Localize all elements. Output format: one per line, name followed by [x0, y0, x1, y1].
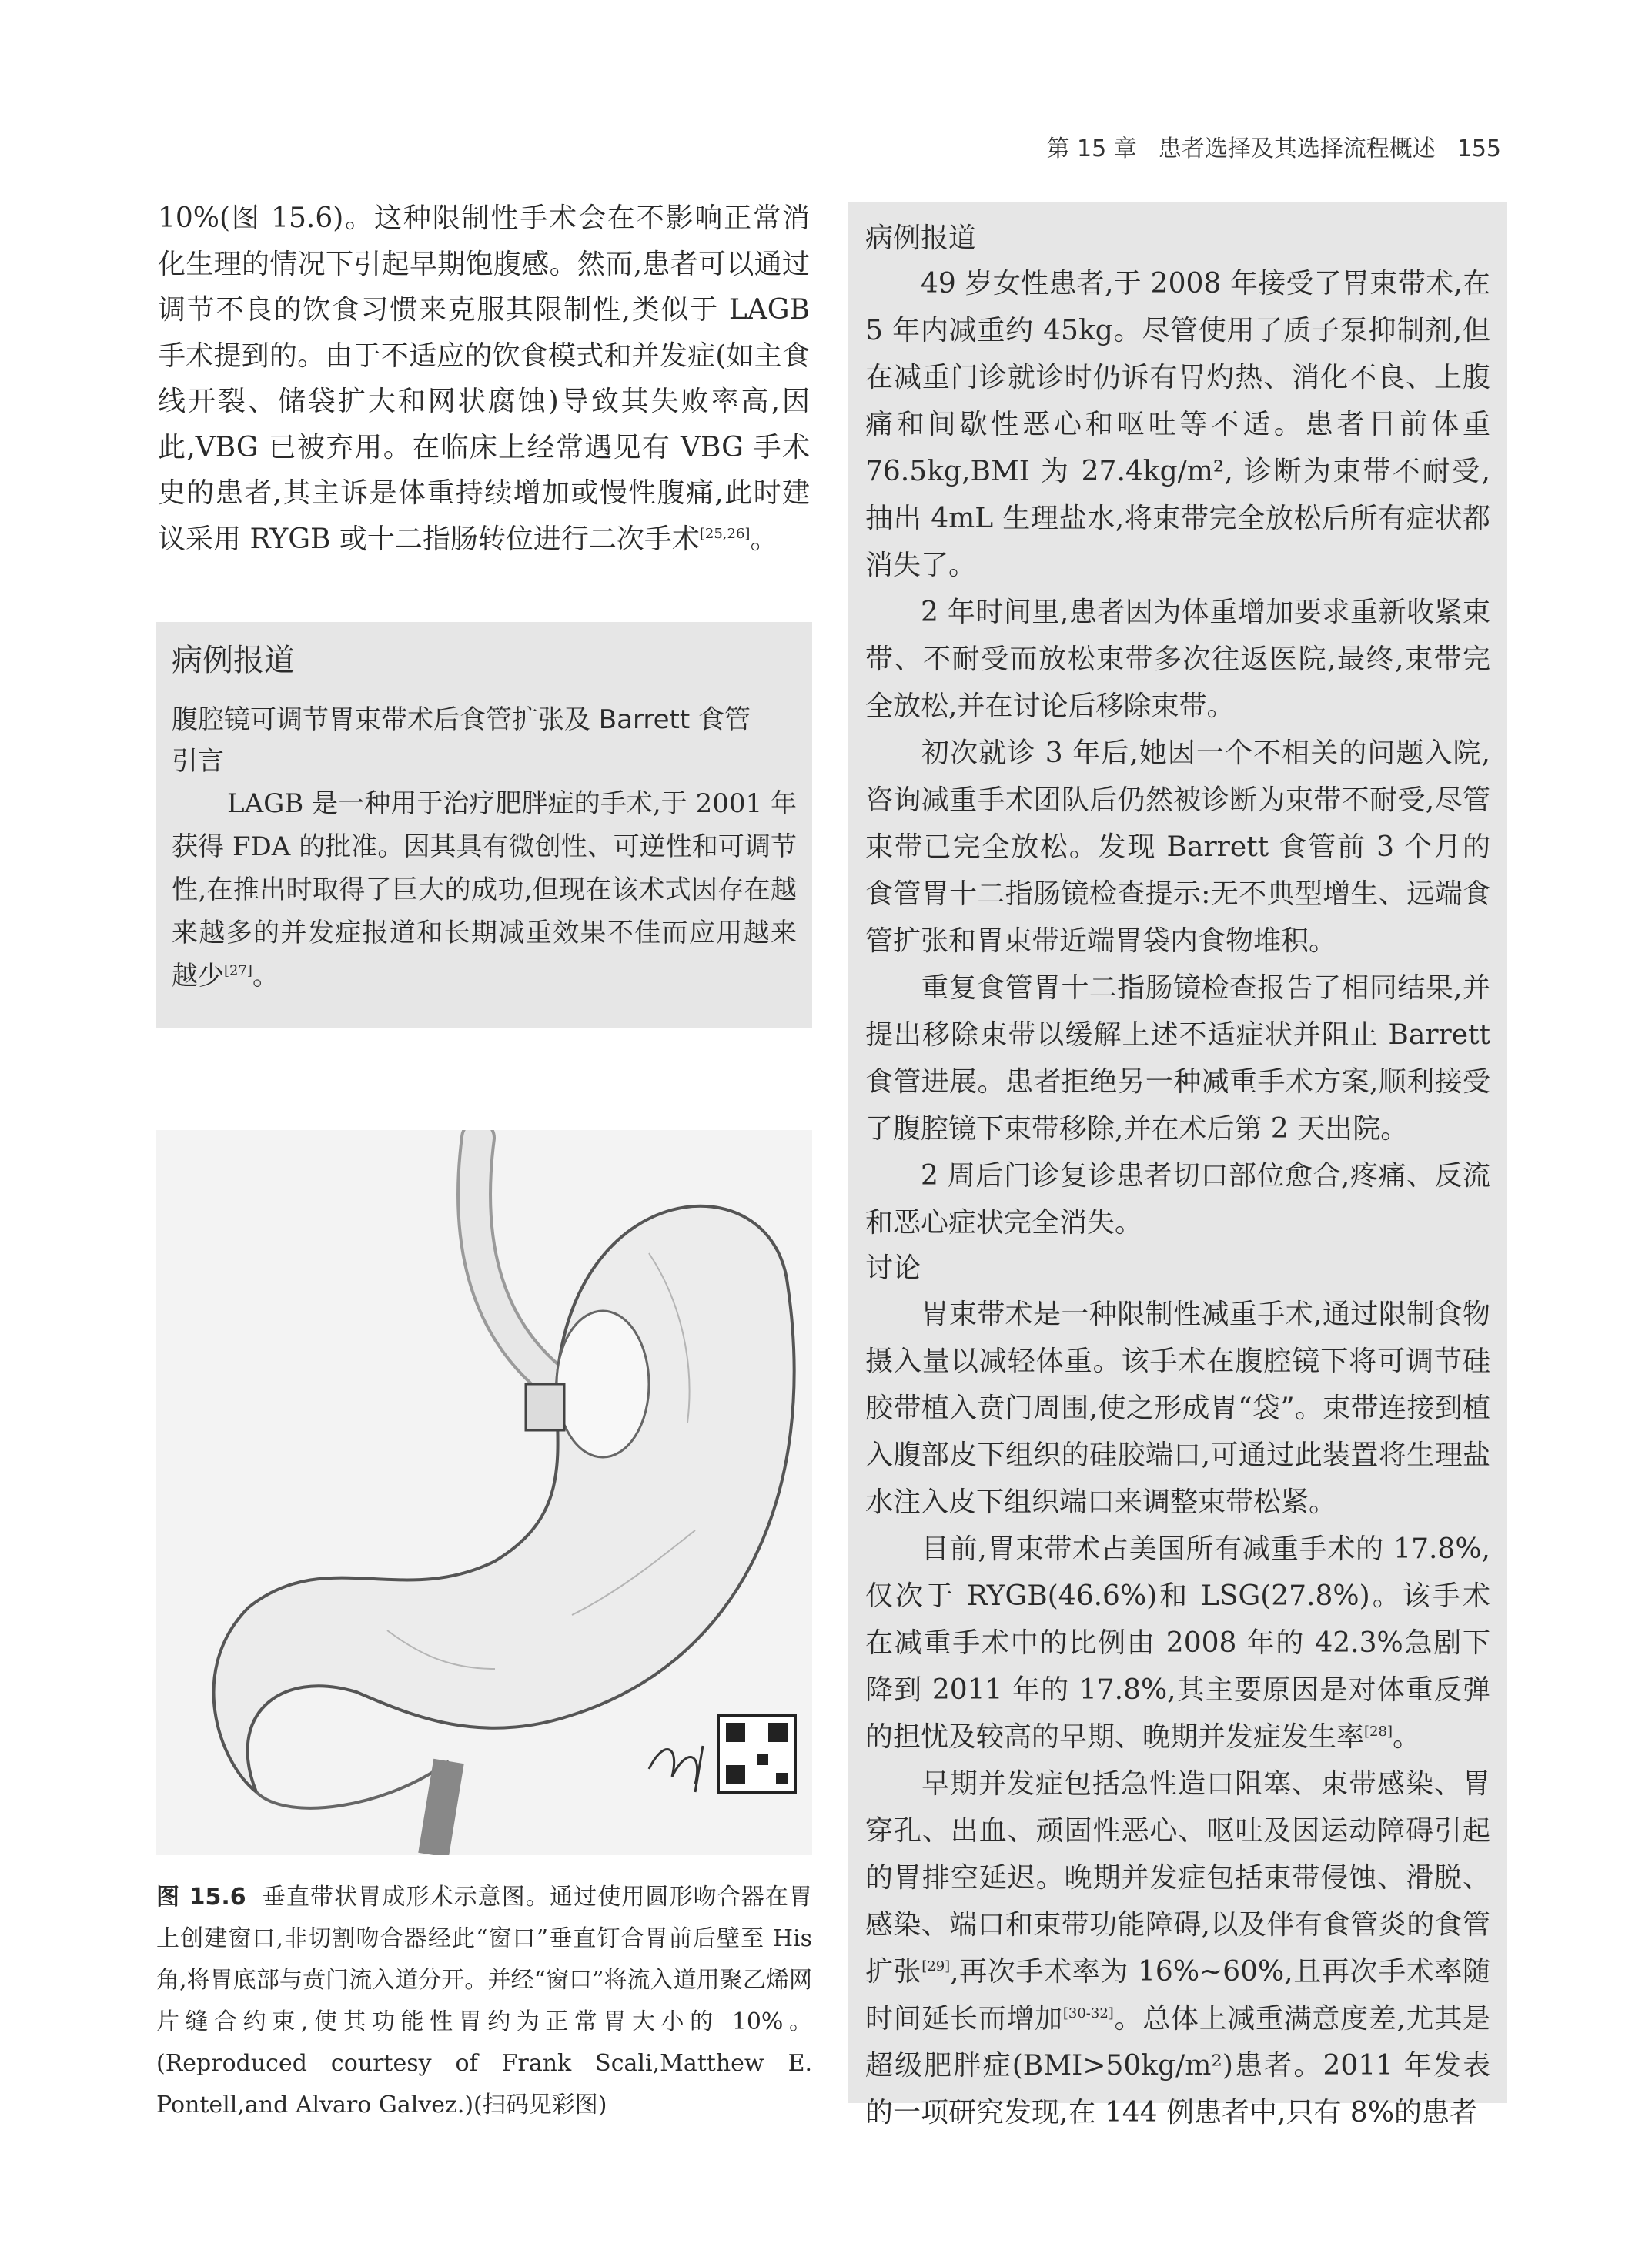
- paragraph-text: 2 年时间里,患者因为体重增加要求重新收紧束带、不耐受而放松束带多次往返医院,最终,束带完全放松,并在讨论后移除束带。: [865, 597, 1490, 722]
- paragraph-text: 目前,胃束带术占美国所有减重手术的 17.8%,仅次于 RYGB(46.6%)和 LSG(27.8%)。该手术在减重手术中的比例由 2008 年的 42.3%急剧下降到 2011 年的 17.8%,其主要原因是对体重反弹的担忧及较高的早期、晚期并发症发生率: [865, 1533, 1490, 1753]
- caption-text: 垂直带状胃成形术示意图。通过使用圆形吻合器在胃上创建窗口,非切割吻合器经此“窗口”垂直钉合胃前后壁至 His 角,将胃底部与贲门流入道分开。并经“窗口”将流入道用聚乙烯网片缝合约束,使其功能性胃约为正常胃大小的 10%。(Reproduced courtesy of Frank Scali,Matthew E. Pontell,and Alvaro Galvez.)(扫码见彩图): [156, 1884, 812, 2118]
- intro-end: 。: [252, 961, 279, 991]
- case-paragraph: [865, 730, 1490, 965]
- chapter-label: 第 15 章: [1046, 135, 1137, 162]
- paragraph-text: 。总体上减重满意度差,尤其是超级肥胖症(BMI>50kg/m²)患者。2011 年发表的一项研究发现,在 144 例患者中,只有 8%的患者: [865, 2003, 1490, 2128]
- paragraph-text: 初次就诊 3 年后,她因一个不相关的问题入院,咨询减重手术团队后仍然被诊断为束带不耐受,尽管束带已完全放松。发现 Barrett 食管前 3 个月的食管胃十二指肠镜检查提示:无不典型增生、远端食管扩张和胃束带近端胃袋内食物堆积。: [865, 737, 1490, 957]
- citation-ref: [25,26]: [699, 525, 751, 542]
- citation-ref: [29]: [921, 1958, 951, 1974]
- running-header: [0, 129, 1501, 163]
- paragraph-text: 10%(图 15.6)。这种限制性手术会在不影响正常消化生理的情况下引起早期饱腹感。然而,患者可以通过调节不良的饮食习惯来克服其限制性,类似于 LAGB 手术提到的。由于不适应的饮食模式和并发症(如主食线开裂、储袋扩大和网状腐蚀)导致其失败率高,因此,VBG 已被弃用。在临床上经常遇见有 VBG 手术史的患者,其主诉是体重持续增加或慢性腹痛,此时建议采用 RYGB 或十二指肠转位进行二次手术: [158, 202, 810, 555]
- figure-label: 图 15.6: [156, 1884, 246, 1911]
- paragraph-text: 胃束带术是一种限制性减重手术,通过限制食物摄入量以减轻体重。该手术在腹腔镜下将可调节硅胶带植入贲门周围,使之形成胃“袋”。束带连接到植入腹部皮下组织的硅胶端口,可通过此装置将生理盐水注入皮下组织端口来调整束带松紧。: [865, 1299, 1490, 1518]
- paragraph-text: 早期并发症包括急性造口阻塞、束带感染、胃穿孔、出血、顽固性恶心、呕吐及因运动障碍引起的胃排空延迟。晚期并发症包括束带侵蚀、滑脱、感染、端口和束带功能障碍,以及伴有食管炎的食管扩张: [865, 1768, 1490, 1988]
- page-number: 155: [1456, 135, 1501, 162]
- discussion-paragraph: [865, 1526, 1490, 1760]
- citation-ref: [30-32]: [1062, 2005, 1114, 2021]
- paragraph-text: ,再次手术率为 16%~60%,且再次手术率随时间延长而增加: [865, 1956, 1490, 2035]
- box-title: 病例报道: [865, 222, 977, 254]
- case-report-box-right: [848, 202, 1507, 2128]
- figure-caption: [156, 1877, 812, 2126]
- intro-heading: 引言: [172, 746, 224, 777]
- stomach-drawing: [156, 1130, 812, 1855]
- body-paragraph: [158, 196, 810, 562]
- citation-ref: [28]: [1364, 1724, 1393, 1740]
- chapter-title: 患者选择及其选择流程概述: [1158, 135, 1436, 162]
- discussion-paragraph: [865, 1760, 1490, 2136]
- intro-paragraph: [172, 782, 797, 998]
- paragraph-end: 。: [1392, 1721, 1420, 1753]
- case-subtitle: 腹腔镜可调节胃束带术后食管扩张及 Barrett 食管: [172, 704, 751, 735]
- discussion-heading: 讨论: [865, 1252, 921, 1284]
- paragraph-text: 2 周后门诊复诊患者切口部位愈合,疼痛、反流和恶心症状完全消失。: [865, 1160, 1490, 1239]
- case-report-box-left: [156, 622, 812, 1028]
- qr-code-icon: [718, 1715, 795, 1792]
- paragraph-end: 。: [750, 523, 778, 555]
- box-title: 病例报道: [172, 643, 295, 678]
- case-paragraph: [865, 260, 1490, 589]
- intro-text: LAGB 是一种用于治疗肥胖症的手术,于 2001 年获得 FDA 的批准。因其具有微创性、可逆性和可调节性,在推出时取得了巨大的成功,但现在该术式因存在越来越多的并发症报道和长期减重效果不佳而应用越来越少: [172, 788, 797, 991]
- left-column: [158, 196, 810, 562]
- stomach-illustration: [156, 1130, 812, 1855]
- paragraph-text: 49 岁女性患者,于 2008 年接受了胃束带术,在 5 年内减重约 45kg。尽管使用了质子泵抑制剂,但在减重门诊就诊时仍诉有胃灼热、消化不良、上腹痛和间歇性恶心和呕吐等不适。患者目前体重 76.5kg,BMI 为 27.4kg/m², 诊断为束带不耐受,抽出 4mL 生理盐水,将束带完全放松后所有症状都消失了。: [865, 268, 1490, 581]
- citation-ref: [27]: [224, 962, 252, 979]
- paragraph-text: 重复食管胃十二指肠镜检查报告了相同结果,并提出移除束带以缓解上述不适症状并阻止 Barrett 食管进展。患者拒绝另一种减重手术方案,顺利接受了腹腔镜下束带移除,并在术后第 2 天出院。: [865, 972, 1490, 1145]
- case-paragraph: [865, 1152, 1490, 1246]
- discussion-paragraph: [865, 1291, 1490, 1526]
- case-paragraph: [865, 965, 1490, 1152]
- case-paragraph: [865, 589, 1490, 730]
